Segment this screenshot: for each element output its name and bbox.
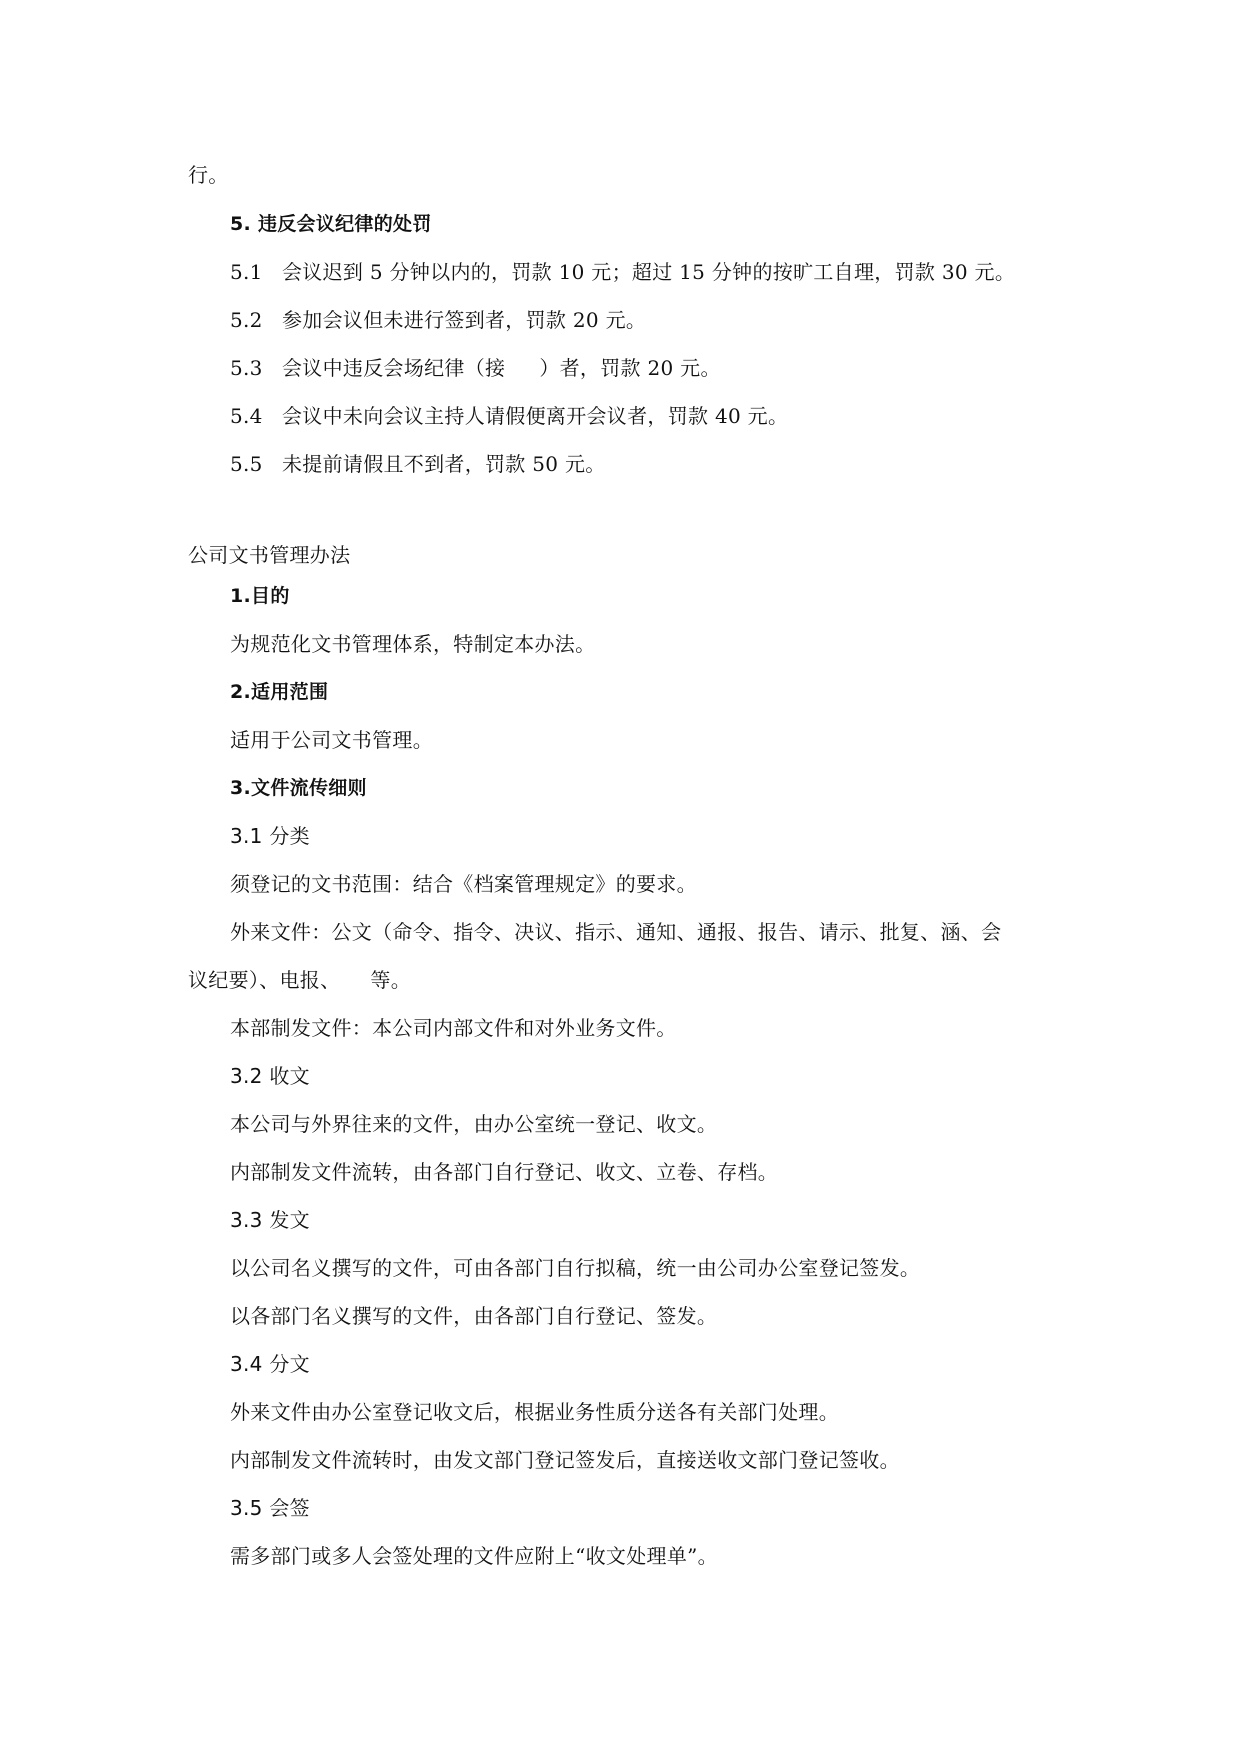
paragraph-text: 适用于公司文书管理。 — [230, 728, 433, 752]
clause-number: 5.2 — [230, 308, 263, 332]
section-heading-2 — [230, 679, 328, 705]
continuation-line — [188, 162, 229, 188]
clause-number: 5.1 — [230, 260, 263, 284]
paragraph — [230, 1015, 677, 1041]
subsection-heading-3-1 — [230, 823, 310, 849]
section-heading-5 — [230, 211, 432, 237]
heading-text: 2.适用范围 — [230, 681, 329, 703]
clause-number: 5.4 — [230, 404, 263, 428]
paragraph-text: 本部制发文件：本公司内部文件和对外业务文件。 — [230, 1016, 677, 1040]
paragraph — [230, 1399, 839, 1425]
paragraph — [230, 1159, 778, 1185]
heading-text: 5. 违反会议纪律的处罚 — [230, 213, 432, 235]
paragraph — [230, 1111, 717, 1137]
paragraph — [230, 871, 697, 897]
paragraph — [230, 1543, 718, 1569]
clause-number: 5.3 — [230, 356, 263, 380]
paragraph-text: 议纪要）、电报、 — [188, 968, 341, 992]
subsection-heading-3-2 — [230, 1063, 310, 1089]
clause-text: 未提前请假且不到者，罚款 50 元。 — [282, 452, 606, 476]
paragraph-text: 行。 — [188, 163, 229, 187]
paragraph-text: 内部制发文件流转，由各部门自行登记、收文、立卷、存档。 — [230, 1160, 779, 1184]
subsection-heading-3-3 — [230, 1207, 310, 1233]
subsection-text: 收文 — [262, 1064, 310, 1088]
paragraph-text: 以公司名义撰写的文件，可由各部门自行拟稿，统一由公司办公室登记签发。 — [230, 1256, 921, 1280]
section-heading-1 — [230, 583, 290, 609]
subsection-number: 3.5 — [230, 1496, 263, 1520]
paragraph — [230, 1447, 900, 1473]
paragraph-text: 须登记的文书范围：结合《档案管理规定》的要求。 — [230, 872, 697, 896]
subsection-number: 3.1 — [230, 824, 263, 848]
paragraph-text: 外来文件由办公室登记收文后，根据业务性质分送各有关部门处理。 — [230, 1400, 839, 1424]
clause-text: 会议迟到 5 分钟以内的，罚款 10 元；超过 15 分钟的按旷工自理，罚款 30 元。 — [282, 260, 1016, 284]
subsection-text: 分文 — [262, 1352, 310, 1376]
paragraph — [230, 1255, 920, 1281]
clause-5-1 — [230, 259, 1015, 285]
paragraph-text: 本公司与外界往来的文件，由办公室统一登记、收文。 — [230, 1112, 718, 1136]
clause-text: 参加会议但未进行签到者，罚款 20 元。 — [282, 308, 647, 332]
section-heading-3 — [230, 775, 367, 801]
paragraph-text: 内部制发文件流转时，由发文部门登记签发后，直接送收文部门登记签收。 — [230, 1448, 900, 1472]
paragraph-text: 以各部门名义撰写的文件，由各部门自行登记、签发。 — [230, 1304, 718, 1328]
clause-5-3 — [230, 355, 721, 381]
subsection-number: 3.2 — [230, 1064, 263, 1088]
subsection-text: 会签 — [262, 1496, 310, 1520]
subsection-heading-3-4 — [230, 1351, 310, 1377]
title-text: 公司文书管理办法 — [188, 543, 351, 567]
clause-number: 5.5 — [230, 452, 263, 476]
subsection-text: 分类 — [262, 824, 310, 848]
paragraph — [230, 631, 595, 657]
clause-text: 会议中未向会议主持人请假便离开会议者，罚款 40 元。 — [282, 404, 789, 428]
clause-text: ）者，罚款 20 元。 — [539, 356, 721, 380]
paragraph — [230, 1303, 717, 1329]
heading-text: 3.文件流传细则 — [230, 777, 367, 799]
paragraph-continuation — [188, 967, 411, 993]
subsection-number: 3.3 — [230, 1208, 263, 1232]
paragraph-text: 外来文件：公文（命令、指令、决议、指示、通知、通报、报告、请示、批复、涵、会 — [230, 920, 1002, 944]
subsection-text: 发文 — [262, 1208, 310, 1232]
clause-5-4 — [230, 403, 788, 429]
paragraph-text: 等。 — [370, 968, 412, 992]
clause-5-5 — [230, 451, 606, 477]
paragraph-text: 为规范化文书管理体系，特制定本办法。 — [230, 632, 596, 656]
subsection-number: 3.4 — [230, 1352, 263, 1376]
document-title — [188, 542, 350, 568]
paragraph — [230, 919, 1001, 945]
clause-text: 会议中违反会场纪律（接 — [282, 356, 506, 380]
clause-5-2 — [230, 307, 646, 333]
heading-text: 1.目的 — [230, 585, 290, 607]
paragraph — [230, 727, 433, 753]
paragraph-text: 需多部门或多人会签处理的文件应附上“收文处理单”。 — [230, 1544, 718, 1568]
subsection-heading-3-5 — [230, 1495, 310, 1521]
